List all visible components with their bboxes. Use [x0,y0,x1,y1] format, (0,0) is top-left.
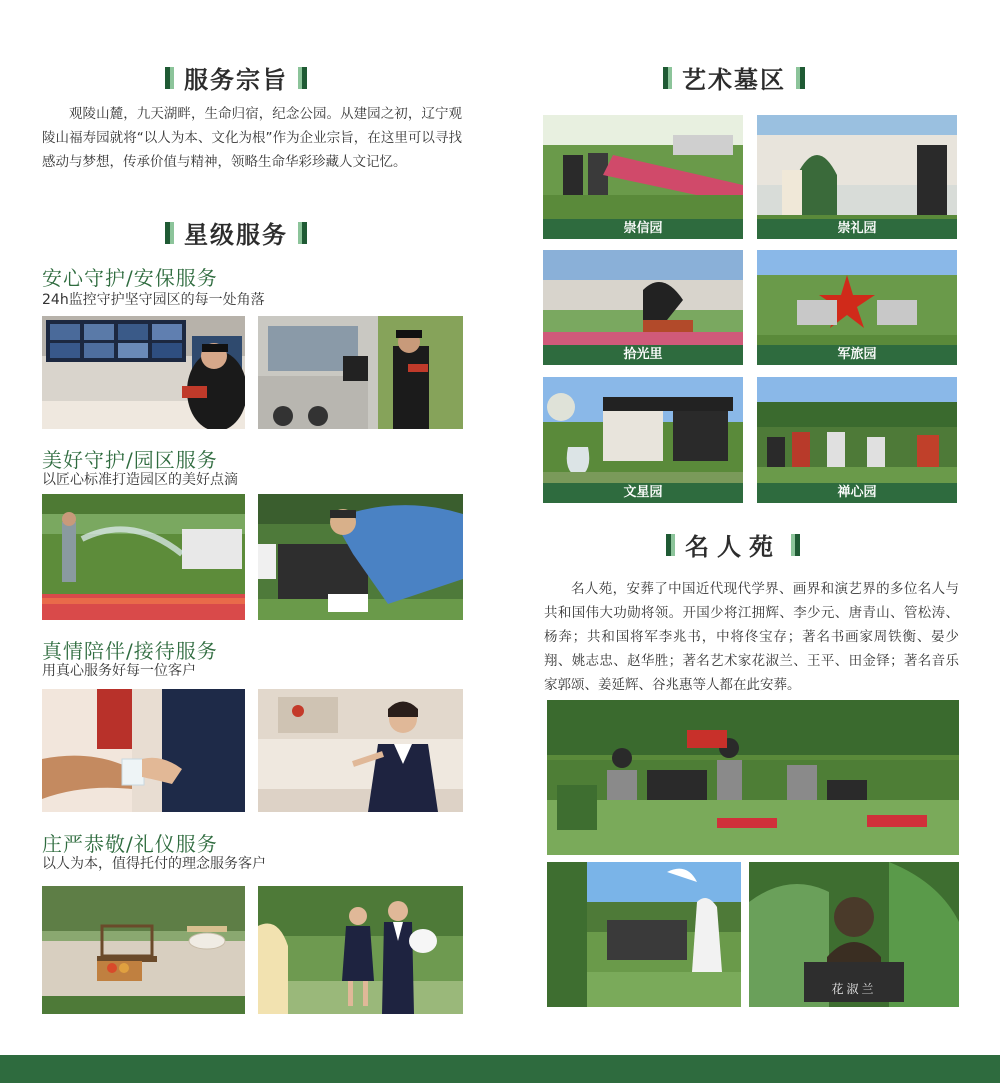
title-bar-icon [791,534,800,556]
title-bar-icon [165,67,174,89]
service-heading-park: 美好守护/园区服务 [42,448,218,472]
title-bar-icon [666,534,675,556]
caption-junlv: 军旅园 [757,345,957,365]
title-bar-icon [298,222,307,244]
service-sub-reception: 用真心服务好每一位客户 [42,663,196,679]
star-service-title: 星级服务 [165,215,307,250]
caption-chanxin: 禅心园 [757,483,957,503]
title-bar-icon [165,222,174,244]
photo-serving-tea [42,689,245,812]
caption-wenxing: 文星园 [543,483,743,503]
caption-chongxin: 崇信园 [543,219,743,239]
photo-tomb-cleaning [258,494,463,620]
caption-shiguangli: 拾光里 [543,345,743,365]
service-sub-ceremony: 以人为本，值得托付的理念服务客户 [42,856,266,872]
service-sub-security: 24h监控守护坚守园区的每一处角落 [42,292,265,308]
photo-ceremony-table [42,886,245,1014]
photo-security-patrol [258,316,463,429]
title-bar-icon [298,67,307,89]
photo-chongli-garden [757,115,957,239]
photo-monitoring-room [42,316,245,429]
photo-statue-garden [547,862,741,1007]
photo-chanxin-garden [757,377,957,503]
service-heading-ceremony: 庄严恭敬/礼仪服务 [42,832,218,856]
photo-junlv-garden [757,250,957,365]
photo-lawn-watering [42,494,245,620]
plaque-name: 花淑兰 [831,982,877,996]
photo-bust-statue [749,862,959,1007]
photo-chongxin-garden [543,115,743,239]
mission-text: 观陵山麓，九天湖畔，生命归宿，纪念公园。从建园之初，辽宁观陵山福寿园就将“以人为本、文化为根”作为企业宗旨，在这里可以寻找感动与梦想，传承价值与精神，领略生命华彩珍藏人文记忆。 [42,106,462,170]
art-area-title: 艺术墓区 [663,60,805,95]
title-bar-icon [663,67,672,89]
celebrity-text: 名人苑，安葬了中国近代现代学界、画界和演艺界的多位名人与共和国伟大功勋将领。开国少将江拥辉、李少元、唐青山、管松涛、杨奔；共和国将军李兆书，中将佟宝存；著名书画家周铁衡、晏少翔、姚志忠、赵华胜；著名艺术家花淑兰、王平、田金铎；著名音乐家郭颂、姜延辉、谷兆惠等人都在此安葬。 [544,581,959,693]
photo-celebrity-garden [547,700,959,855]
photo-ceremony-staff [258,886,463,1014]
title-bar-icon [796,67,805,89]
photo-wenxing-garden [543,377,743,503]
service-heading-reception: 真情陪伴/接待服务 [42,639,218,663]
mission-title: 服务宗旨 [165,60,307,95]
caption-chongli: 崇礼园 [757,219,957,239]
photo-reception-hostess [258,689,463,812]
footer-bar [0,1055,1000,1083]
photo-shiguangli [543,250,743,365]
celebrity-title: 名人苑 [666,527,800,562]
service-sub-park: 以匠心标准打造园区的美好点滴 [42,472,238,488]
service-heading-security: 安心守护/安保服务 [42,266,218,290]
